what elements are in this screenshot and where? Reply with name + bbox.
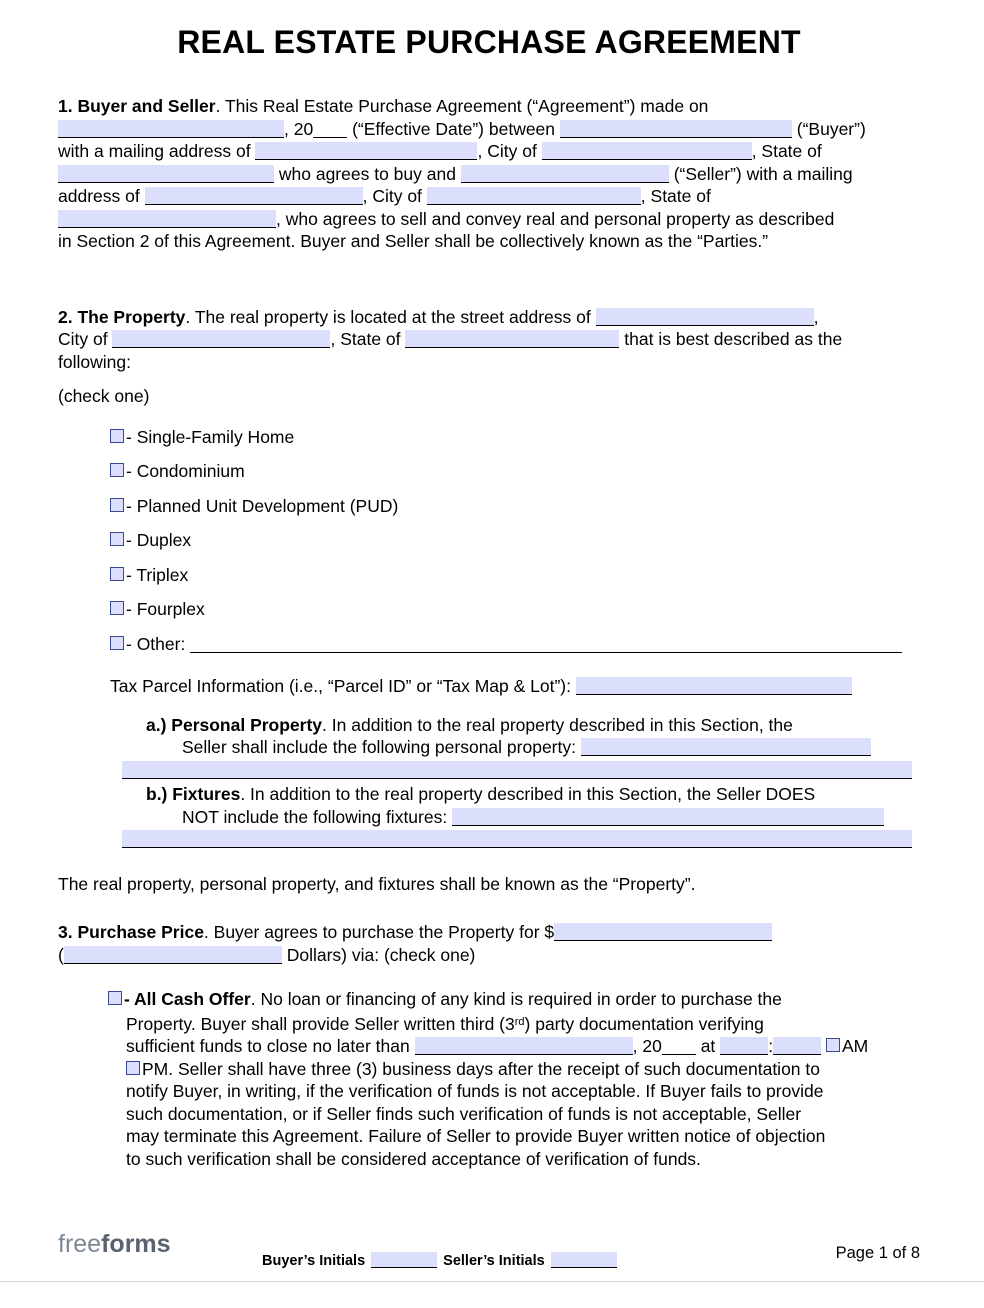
fixtures-field-1[interactable] xyxy=(452,808,884,826)
section-2-line-1 xyxy=(58,306,920,329)
all-cash-text-3: ) party documentation verifying xyxy=(524,1013,764,1034)
all-cash-line-5: notify Buyer, in writing, if the verification of funds is not acceptable. If Buyer fails to provide xyxy=(126,1081,824,1101)
checkbox-icon[interactable] xyxy=(108,991,122,1005)
fixtures-field-2[interactable] xyxy=(122,830,912,848)
fixtures-clause-line-2 xyxy=(182,806,920,829)
initials-row xyxy=(262,1252,623,1269)
personal-property-text-2: Seller shall include the following personal property: xyxy=(182,737,576,757)
section-1-text-9: (“Seller”) with a mailing xyxy=(668,163,853,184)
personal-property-field-2[interactable] xyxy=(122,761,912,779)
fixtures-clause-line-3 xyxy=(122,828,920,851)
option-label: - Duplex xyxy=(126,530,192,550)
all-cash-offer-option[interactable] xyxy=(126,988,920,1011)
section-buyer-and-seller xyxy=(58,95,920,253)
checkbox-icon[interactable] xyxy=(110,567,124,581)
purchase-price-field[interactable] xyxy=(554,923,772,941)
option-label: - Triplex xyxy=(126,564,189,585)
buyer-address-field[interactable] xyxy=(255,142,477,160)
checkbox-icon[interactable] xyxy=(110,498,124,512)
all-cash-text-1: . No loan or financing of any kind is required in order to purchase the xyxy=(250,989,782,1009)
section-2-text-5: that is best described as the xyxy=(624,329,843,349)
seller-name-field[interactable] xyxy=(461,165,669,183)
personal-property-clause-line-2 xyxy=(182,736,920,759)
footer-divider xyxy=(0,1281,984,1282)
tax-parcel-field[interactable] xyxy=(576,677,852,695)
all-cash-sup: rd xyxy=(514,1015,525,1028)
section-2-line-2 xyxy=(58,328,920,351)
section-3-text-3: Dollars) via: (check one) xyxy=(286,944,476,965)
checkbox-icon[interactable] xyxy=(110,601,124,615)
option-label: - Condominium xyxy=(126,461,245,481)
section-1-line-2 xyxy=(58,118,920,141)
all-cash-line-4 xyxy=(126,1058,920,1081)
personal-property-text-1: . In addition to the real property described in this Section, the xyxy=(322,714,793,735)
section-1-text-10: address of xyxy=(58,186,140,206)
section-1-line-5 xyxy=(58,185,920,208)
section-1-line-1 xyxy=(58,95,920,118)
page-title: REAL ESTATE PURCHASE AGREEMENT xyxy=(177,24,801,60)
verification-hour-field[interactable] xyxy=(720,1037,768,1055)
personal-property-clause-line-3 xyxy=(122,759,920,782)
section-1-text-11: , City of xyxy=(362,186,422,206)
section-1-text-7: , State of xyxy=(751,141,822,161)
section-1-text-5: with a mailing address of xyxy=(58,141,251,161)
section-3-line-1 xyxy=(58,921,920,944)
checkbox-icon[interactable] xyxy=(110,463,124,477)
section-3-line-2 xyxy=(58,944,920,967)
seller-city-field[interactable] xyxy=(427,187,641,205)
all-cash-text-9: PM. Seller shall have three (3) business days after the receipt of such documentation to xyxy=(142,1058,820,1079)
effective-year-field[interactable] xyxy=(313,120,347,138)
option-label: - Fourplex xyxy=(126,599,205,619)
buyer-name-field[interactable] xyxy=(560,120,792,138)
check-one-label: (check one) xyxy=(58,386,150,406)
section-1-text-6: , City of xyxy=(477,141,537,161)
property-type-option-pud[interactable] xyxy=(110,489,920,524)
all-cash-line-6: such documentation, or if Seller finds such verification of funds is not acceptable, Seller xyxy=(126,1103,802,1124)
buyer-state-field[interactable] xyxy=(58,165,274,183)
personal-property-clause xyxy=(146,714,920,737)
section-1-line-6 xyxy=(58,208,920,231)
seller-address-field[interactable] xyxy=(145,187,363,205)
section-1-line-3 xyxy=(58,140,920,163)
section-2-line-3: following: xyxy=(58,351,131,372)
section-2-heading: 2. The Property xyxy=(58,306,186,327)
option-label: - Other: xyxy=(126,633,186,654)
all-cash-line-3 xyxy=(126,1035,920,1058)
all-cash-offer-label: - All Cash Offer xyxy=(124,989,251,1009)
section-3-text-1: . Buyer agrees to purchase the Property for $ xyxy=(203,922,555,942)
section-1-text-1: . This Real Estate Purchase Agreement (“Agreement”) made on xyxy=(215,96,709,116)
section-1-heading: 1. Buyer and Seller xyxy=(58,96,216,116)
logo-text-light: free xyxy=(58,1230,102,1258)
personal-property-field-1[interactable] xyxy=(581,738,871,756)
section-2-text-4: , State of xyxy=(330,329,401,349)
section-2-text-2: , xyxy=(813,306,819,327)
property-type-option-fourplex[interactable] xyxy=(110,592,920,627)
section-purchase-price xyxy=(58,921,920,1170)
property-city-field[interactable] xyxy=(112,330,330,348)
property-street-address-field[interactable] xyxy=(596,308,814,326)
section-1-line-7: in Section 2 of this Agreement. Buyer and Seller shall be collectively known as the “Parties.” xyxy=(58,231,769,251)
property-type-option-duplex[interactable] xyxy=(110,523,920,558)
effective-date-field[interactable] xyxy=(58,120,284,138)
all-cash-text-4: sufficient funds to close no later than xyxy=(126,1036,410,1056)
logo-text-bold: forms xyxy=(101,1230,171,1258)
section-1-line-4 xyxy=(58,163,920,186)
section-1-text-4: (“Buyer”) xyxy=(791,118,866,139)
section-2-text-1: . The real property is located at the street address of xyxy=(185,306,591,327)
document-body xyxy=(58,0,920,1170)
property-state-field[interactable] xyxy=(405,330,619,348)
all-cash-text-7: : xyxy=(768,1036,774,1056)
all-cash-line-8: to such verification shall be considered acceptance of verification of funds. xyxy=(126,1148,701,1169)
section-1-text-2: , 20 xyxy=(284,118,314,139)
seller-initials-field[interactable] xyxy=(551,1252,617,1268)
section-3-text-2: ( xyxy=(58,944,64,965)
section-3-heading: 3. Purchase Price xyxy=(58,922,204,942)
section-1-text-13: , who agrees to sell and convey real and personal property as described xyxy=(276,208,835,229)
tax-parcel-label: Tax Parcel Information (i.e., “Parcel ID” or “Tax Map & Lot”): xyxy=(110,676,571,696)
fixtures-label: b.) Fixtures xyxy=(146,784,241,804)
checkbox-icon[interactable] xyxy=(110,429,124,443)
section-1-text-8: who agrees to buy and xyxy=(278,163,456,184)
buyer-initials-field[interactable] xyxy=(371,1252,437,1268)
seller-initials-label: Seller’s Initials xyxy=(443,1253,545,1269)
option-label: - Planned Unit Development (PUD) xyxy=(126,495,399,516)
tax-parcel-line xyxy=(110,675,920,698)
checkbox-icon[interactable] xyxy=(126,1061,140,1075)
section-2-text-3: City of xyxy=(58,329,108,349)
purchase-price-words-field[interactable] xyxy=(64,946,282,964)
all-cash-text-6: at xyxy=(700,1036,716,1056)
personal-property-label: a.) Personal Property xyxy=(146,714,323,735)
all-cash-text-5: , 20 xyxy=(632,1036,662,1056)
checkbox-icon[interactable] xyxy=(110,636,124,650)
all-cash-text-8: AM xyxy=(841,1036,869,1056)
buyer-initials-label: Buyer’s Initials xyxy=(262,1253,366,1269)
checkbox-icon[interactable] xyxy=(826,1038,840,1052)
page-number: Page 1 of 8 xyxy=(835,1244,920,1262)
all-cash-text-2: Property. Buyer shall provide Seller written third (3 xyxy=(126,1013,515,1034)
all-cash-line-7: may terminate this Agreement. Failure of Seller to provide Buyer written notice of objection xyxy=(126,1126,826,1146)
fixtures-clause xyxy=(146,783,920,806)
fixtures-text-2: NOT include the following fixtures: xyxy=(182,806,448,827)
property-type-option-single-family[interactable] xyxy=(110,420,920,455)
all-cash-line-2 xyxy=(126,1011,920,1036)
property-definition-line: The real property, personal property, and fixtures shall be known as the “Property”. xyxy=(58,873,696,894)
verification-year-field[interactable] xyxy=(662,1037,696,1055)
freeforms-logo xyxy=(58,1230,171,1259)
verification-minute-field[interactable] xyxy=(773,1037,821,1055)
property-type-option-other[interactable] xyxy=(110,627,920,662)
fixtures-text-1: . In addition to the real property described in this Section, the Seller DOES xyxy=(240,784,816,804)
property-type-option-condominium[interactable] xyxy=(110,454,920,489)
option-label: - Single-Family Home xyxy=(126,426,295,447)
section-the-property xyxy=(58,306,920,896)
buyer-city-field[interactable] xyxy=(542,142,752,160)
checkbox-icon[interactable] xyxy=(110,532,124,546)
seller-state-field[interactable] xyxy=(58,210,276,228)
verification-date-field[interactable] xyxy=(415,1037,633,1055)
property-type-option-triplex[interactable] xyxy=(110,558,920,593)
section-1-text-12: , State of xyxy=(640,186,711,206)
property-type-other-field[interactable] xyxy=(190,635,902,653)
section-1-text-3: (“Effective Date”) between xyxy=(347,118,556,139)
